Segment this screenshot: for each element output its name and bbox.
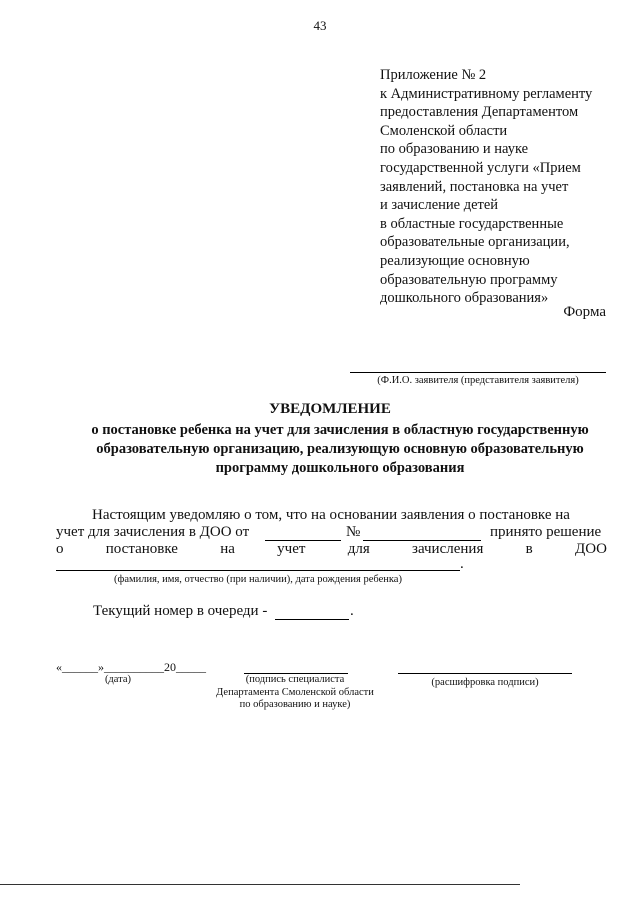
signature-caption-line: Департамента Смоленской области <box>216 686 374 698</box>
annex-line: предоставления Департаментом <box>380 104 579 121</box>
annex-line: дошкольного образования» <box>380 290 549 307</box>
body-line-3 <box>56 541 607 558</box>
applicant-name-line[interactable] <box>350 372 606 373</box>
body-line-2-text: учет для зачисления в ДОО от <box>56 524 250 540</box>
page-bottom-rule <box>0 884 520 885</box>
annex-header <box>380 66 630 308</box>
page-number: 43 <box>313 18 327 33</box>
signature-decode-field[interactable] <box>398 673 572 674</box>
body-word: ДОО <box>575 541 607 557</box>
body-word: в <box>525 541 533 557</box>
signature-caption-line: по образованию и науке) <box>239 699 351 710</box>
signature-decode-caption: (расшифровка подписи) <box>431 677 539 688</box>
annex-line: образовательные организации, <box>380 234 570 251</box>
document-subtitle <box>60 421 620 478</box>
annex-line: образовательную программу <box>380 271 558 288</box>
body-word: на <box>220 541 235 557</box>
annex-line: и зачисление детей <box>380 197 499 214</box>
annex-line: реализующие основную <box>380 252 530 269</box>
body-line-1: Настоящим уведомляю о том, что на основании заявления о постановке на <box>92 507 570 523</box>
applicant-caption: (Ф.И.О. заявителя (представителя заявителя) <box>377 375 579 386</box>
queue-label: Текущий номер в очереди - <box>93 603 268 619</box>
body-word: для <box>347 541 370 557</box>
body-word: учет <box>277 541 306 557</box>
signature-caption-line: (подпись специалиста <box>245 674 345 685</box>
signature-caption <box>195 674 395 712</box>
annex-line: Приложение № 2 <box>380 67 487 83</box>
form-label: Форма <box>563 304 606 320</box>
annex-line: заявлений, постановка на учет <box>380 178 569 195</box>
queue-period: . <box>350 603 354 619</box>
date-caption: (дата) <box>104 674 132 685</box>
subtitle-line: программу дошкольного образования <box>215 460 465 476</box>
body-word: постановке <box>105 541 178 557</box>
decision-text: принято решение <box>490 524 602 540</box>
annex-line: в областные государственные <box>380 215 564 232</box>
date-field[interactable]: «______»__________20_____ <box>56 660 206 674</box>
annex-line: государственной услуги «Прием <box>380 159 581 176</box>
document-title: УВЕДОМЛЕНИЕ <box>269 401 391 417</box>
annex-line: Смоленской области <box>380 122 508 139</box>
body-word: зачисления <box>412 541 484 557</box>
subtitle-line: образовательную организацию, реализующую основную образовательную <box>96 441 584 457</box>
child-info-period: . <box>460 556 464 572</box>
subtitle-line: о постановке ребенка на учет для зачисления в областную государственную <box>91 422 589 438</box>
annex-line: по образованию и науке <box>380 141 529 158</box>
child-info-field[interactable] <box>56 570 460 571</box>
body-word: о <box>56 541 64 557</box>
number-sign: № <box>346 524 361 540</box>
queue-number-field[interactable] <box>275 619 349 620</box>
annex-line: к Административному регламенту <box>380 85 593 102</box>
child-info-caption: (фамилия, имя, отчество (при наличии), дата рождения ребенка) <box>114 574 402 585</box>
